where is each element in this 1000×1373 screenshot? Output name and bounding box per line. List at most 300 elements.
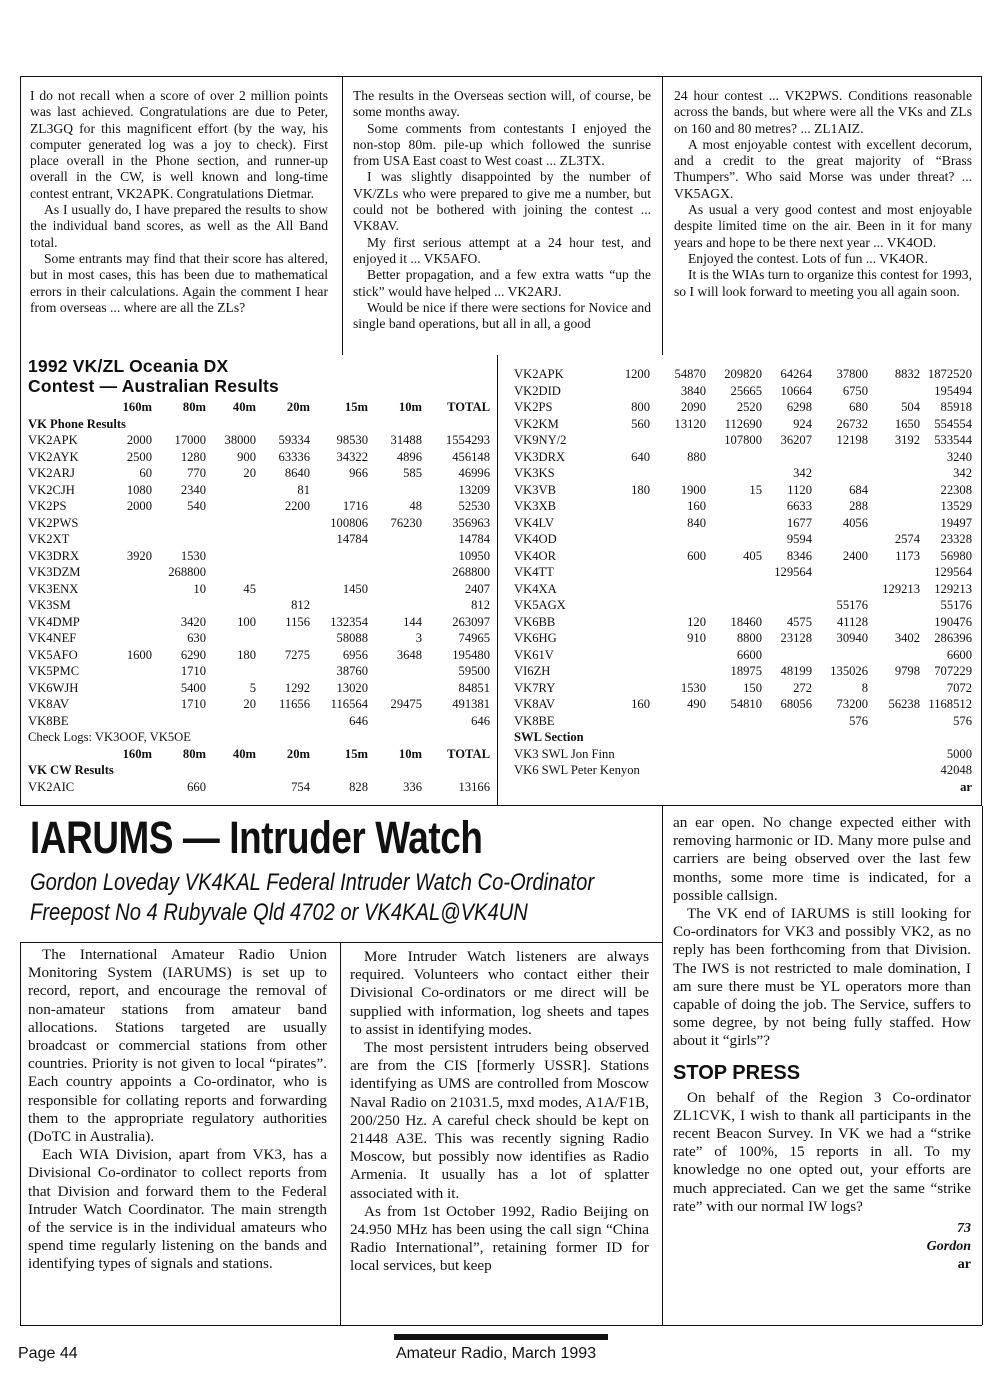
table-cell: 684 — [849, 482, 868, 497]
table-cell: VK3DZM — [28, 565, 81, 579]
table-cell: VK2AYK — [28, 449, 79, 464]
table-cell — [868, 465, 920, 482]
table-cell: 150 — [743, 680, 762, 695]
table-cell: 456148 — [452, 449, 490, 464]
table-cell — [706, 465, 762, 482]
table-cell: 4056 — [842, 515, 868, 530]
table-cell: 5400 — [180, 680, 206, 695]
table-cell: 268800 — [452, 565, 490, 579]
table-cell: VK5AFO — [28, 647, 78, 662]
table-cell: 12198 — [836, 433, 868, 447]
table-cell — [110, 614, 152, 631]
table-cell: 1120 — [787, 482, 812, 497]
table-cell: 680 — [849, 400, 868, 414]
table-row — [28, 531, 490, 548]
table-cell: VI6ZH — [514, 664, 551, 678]
table-row — [514, 663, 972, 680]
table-cell: 9798 — [894, 664, 920, 678]
table-cell: VK3KS — [514, 466, 555, 480]
table-cell — [868, 614, 920, 631]
table-cell: 74965 — [458, 631, 490, 645]
table-cell — [706, 564, 762, 581]
table-cell: 1554293 — [445, 433, 490, 447]
table-cell: 640 — [631, 449, 650, 464]
results-title-line1: 1992 VK/ZL Oceania DX — [28, 356, 229, 376]
table-cell — [650, 531, 706, 548]
table-cell: 15m — [344, 400, 368, 414]
table-cell: 26732 — [836, 416, 868, 431]
table-row — [28, 779, 490, 796]
table-cell: 1530 — [680, 680, 706, 695]
table-cell: 23128 — [780, 631, 812, 645]
table-cell: 129564 — [774, 565, 812, 579]
table-cell — [596, 498, 650, 515]
table-cell — [152, 597, 206, 614]
table-cell: 81 — [297, 482, 310, 497]
table-row — [514, 531, 972, 548]
table-cell — [706, 713, 762, 730]
table-cell: 52530 — [458, 499, 490, 513]
table-row — [514, 746, 972, 763]
table-cell — [110, 663, 152, 680]
table-cell — [256, 564, 310, 581]
table-cell: 1900 — [680, 482, 706, 497]
column-rule — [20, 942, 662, 943]
table-cell: 116564 — [330, 697, 368, 711]
table-cell — [706, 498, 762, 515]
table-cell: VK4LV — [514, 515, 555, 530]
table-rule — [497, 355, 498, 806]
table-cell: 770 — [187, 466, 206, 480]
table-cell — [812, 465, 868, 482]
article-column-3 — [673, 814, 971, 1274]
table-cell — [310, 548, 368, 565]
table-cell: 20m — [286, 746, 310, 761]
table-cell: 29475 — [390, 697, 422, 711]
table-cell — [762, 713, 812, 730]
table-cell: VK Phone Results — [28, 416, 126, 431]
table-row — [514, 762, 972, 779]
table-cell: VK61V — [514, 647, 554, 662]
table-header-row — [28, 399, 490, 416]
table-cell — [110, 531, 152, 548]
table-cell: VK4NEF — [28, 631, 77, 645]
table-cell: 3420 — [180, 614, 206, 629]
table-cell — [596, 564, 650, 581]
table-cell — [152, 713, 206, 730]
table-cell: 209820 — [724, 367, 762, 381]
table-cell: 55176 — [940, 598, 972, 612]
paragraph: 24 hour contest ... VK2PWS. Conditions reasonable across the bands, but where were all the VKs and ZLs on 160 and 80 metres? ... ZL1AIZ. — [674, 88, 972, 136]
table-cell: VK CW Results — [28, 763, 114, 777]
table-row — [514, 614, 972, 631]
article-column-1 — [28, 946, 327, 1274]
paragraph: an ear open. No change expected either with removing harmonic or ID. Many more pulse and carriers are being observed over the last few months, some more time is indicated, for a possible callsign. — [673, 814, 971, 904]
table-cell: 576 — [849, 713, 868, 728]
table-cell: 31488 — [390, 433, 422, 447]
table-cell: 1168512 — [928, 697, 972, 711]
column-rule — [662, 76, 663, 355]
table-cell: 54810 — [730, 697, 762, 711]
table-cell: 268800 — [168, 565, 206, 579]
table-cell: 6600 — [736, 647, 762, 662]
paragraph: The International Amateur Radio Union Monitoring System (IARUMS) is set up to record, report, and encourage the removal of non-amateur stations from amateur band allocations. Stations targeted are usually broadcast or commercial stations from other countries. Priority is not given to local “pirates”. Each country appoints a Co-ordinator, who is responsible for collating reports and forwarding them to the appropriate regulatory authorities (DoTC in Australia). — [28, 946, 327, 1146]
table-cell: 1292 — [284, 680, 310, 695]
table-cell: 120 — [687, 614, 706, 629]
table-cell — [706, 581, 762, 598]
table-cell: 160 — [687, 499, 706, 513]
table-cell — [596, 432, 650, 449]
table-row — [514, 647, 972, 664]
table-cell — [596, 647, 650, 664]
table-cell: 540 — [187, 499, 206, 513]
table-cell: 2200 — [284, 499, 310, 513]
table-cell — [868, 597, 920, 614]
table-row — [514, 713, 972, 730]
table-cell: 880 — [687, 449, 706, 464]
table-cell: 59500 — [458, 664, 490, 678]
table-row — [514, 515, 972, 532]
table-cell: 754 — [291, 779, 310, 794]
table-cell: 6290 — [180, 647, 206, 662]
table-cell: VK2AIC — [28, 779, 75, 794]
table-cell — [650, 663, 706, 680]
table-cell — [256, 515, 310, 532]
table-row — [514, 449, 972, 466]
table-cell: 10950 — [458, 548, 490, 563]
table-cell: 1156 — [285, 614, 310, 629]
table-cell: 1872520 — [927, 367, 972, 381]
table-cell: VK3XB — [514, 499, 556, 513]
table-cell — [206, 498, 256, 515]
table-cell: VK2APK — [28, 433, 78, 447]
table-cell: 8640 — [284, 466, 310, 480]
article-column-2 — [350, 948, 649, 1276]
table-cell: VK5PMC — [28, 664, 80, 678]
table-row — [514, 383, 972, 400]
table-cell — [650, 432, 706, 449]
table-cell: VK8AV — [514, 697, 556, 711]
table-cell — [110, 680, 152, 697]
table-cell: 40m — [232, 400, 256, 414]
paragraph: It is the WIAs turn to organize this contest for 1993, so I will look forward to meeting you all again soon. — [674, 267, 972, 299]
table-cell — [812, 531, 868, 548]
table-cell: 107800 — [724, 433, 762, 447]
table-cell: VK2PWS — [28, 515, 79, 530]
table-cell: 45 — [243, 581, 256, 596]
table-cell: 13529 — [940, 499, 972, 513]
table-cell: VK4TT — [514, 565, 554, 579]
table-cell: 2520 — [736, 400, 762, 414]
table-cell: 3402 — [894, 631, 920, 645]
table-cell: 37800 — [836, 367, 868, 381]
table-cell: 286396 — [934, 631, 972, 645]
table-row — [28, 432, 490, 449]
table-cell — [256, 630, 310, 647]
table-cell — [868, 482, 920, 499]
table-cell: 14784 — [458, 532, 490, 546]
check-logs — [28, 729, 490, 746]
table-cell: 812 — [291, 598, 310, 612]
table-cell — [110, 564, 152, 581]
table-row — [28, 515, 490, 532]
table-cell: VK2KM — [514, 416, 559, 431]
paragraph: More Intruder Watch listeners are always required. Volunteers who contact either their Divisional Co-ordinators or me direct will be supplied with information, log sheets and tapes to assist in identifying modes. — [350, 948, 649, 1038]
table-cell: VK2PS — [514, 400, 553, 414]
table-cell — [110, 779, 152, 796]
table-cell: 8800 — [736, 631, 762, 645]
table-cell — [310, 597, 368, 614]
table-cell: VK2ARJ — [28, 466, 75, 480]
table-cell: VK7RY — [514, 680, 556, 695]
table-cell — [368, 531, 422, 548]
table-cell: VK6 SWL Peter Kenyon — [514, 763, 640, 777]
signoff-73: 73 — [957, 1221, 971, 1237]
table-cell: 25665 — [730, 383, 762, 398]
table-cell: 34322 — [336, 449, 368, 464]
table-cell: 3920 — [126, 548, 152, 563]
table-cell: 8832 — [894, 367, 920, 381]
footer-rule — [394, 1334, 608, 1340]
table-cell: 2000 — [126, 433, 152, 447]
table-cell — [206, 597, 256, 614]
table-cell: 17000 — [174, 433, 206, 447]
table-row — [28, 680, 490, 697]
table-cell: 3840 — [680, 383, 706, 398]
table-cell: 1200 — [624, 367, 650, 381]
table-header-row — [28, 746, 490, 763]
table-cell — [596, 548, 650, 565]
table-cell: 4896 — [396, 449, 422, 464]
table-cell — [110, 713, 152, 730]
table-cell — [110, 630, 152, 647]
table-row — [514, 581, 972, 598]
table-cell: 195480 — [452, 647, 490, 662]
table-cell: 1280 — [180, 449, 206, 464]
table-cell: 42048 — [940, 763, 972, 777]
table-cell — [206, 779, 256, 796]
article-subtitle-1: Gordon Loveday VK4KAL Federal Intruder Watch Co-Ordinator — [30, 869, 595, 896]
table-cell: 828 — [349, 779, 368, 794]
table-cell: 3648 — [396, 647, 422, 662]
table-cell — [110, 515, 152, 532]
table-cell — [256, 531, 310, 548]
page-number: Page 44 — [18, 1345, 78, 1362]
table-cell: 20 — [243, 466, 256, 480]
table-cell — [706, 515, 762, 532]
table-cell: 646 — [471, 713, 490, 728]
table-cell: 13209 — [458, 482, 490, 497]
table-cell — [596, 581, 650, 598]
table-cell: 195494 — [934, 383, 972, 398]
paragraph: Each WIA Division, apart from VK3, has a Divisional Co-ordinator to collect reports from that Division and forward them to the Federal Intruder Watch Coordinator. The main strength of the service is in the individual amateurs who spend time regularly listening on the bands and identifying types of signals and stations. — [28, 1146, 327, 1273]
table-cell: 10664 — [780, 383, 812, 398]
table-cell: 144 — [403, 614, 422, 629]
table-cell: 48 — [409, 499, 422, 513]
table-cell: 5 — [249, 680, 256, 695]
table-cell: 22308 — [940, 482, 972, 497]
table-cell — [650, 564, 706, 581]
table-cell — [368, 581, 422, 598]
table-row — [28, 498, 490, 515]
table-cell: 1600 — [126, 647, 152, 662]
table-cell: TOTAL — [447, 400, 490, 414]
paragraph: Some comments from contestants I enjoyed the non-stop 80m. pile-up which followed the sunrise from USA East coast to West coast ... ZL3TX. — [353, 120, 651, 169]
end-mark-row — [514, 779, 972, 796]
table-cell — [368, 680, 422, 697]
section-label — [28, 762, 490, 779]
intro-column-2 — [353, 88, 651, 332]
table-cell: VK3SM — [28, 598, 71, 612]
table-cell: 18975 — [730, 664, 762, 678]
table-cell — [256, 713, 310, 730]
table-cell — [596, 663, 650, 680]
table-cell: 2000 — [126, 499, 152, 513]
table-cell: 560 — [631, 416, 650, 431]
table-cell: 84851 — [458, 680, 490, 695]
table-cell — [206, 482, 256, 499]
table-cell: 1650 — [894, 416, 920, 431]
table-cell: 600 — [687, 548, 706, 563]
table-cell: 10m — [398, 746, 422, 761]
table-cell — [206, 548, 256, 565]
table-cell — [650, 465, 706, 482]
table-cell: 56980 — [940, 548, 972, 563]
table-cell: 800 — [631, 400, 650, 414]
table-cell — [762, 449, 812, 466]
table-row — [28, 548, 490, 565]
table-cell — [868, 647, 920, 664]
paragraph: As from 1st October 1992, Radio Beijing on 24.950 MHz has been using the call sign “China Radio International”, retaining former ID for local services, but keep — [350, 1202, 649, 1275]
table-cell: 15 — [749, 482, 762, 497]
table-cell: VK8BE — [514, 713, 555, 728]
table-cell: 129213 — [882, 581, 920, 596]
table-row — [28, 713, 490, 730]
table-cell — [206, 713, 256, 730]
table-cell: 6298 — [786, 400, 812, 414]
table-cell — [368, 482, 422, 499]
table-cell — [868, 498, 920, 515]
table-cell: 504 — [901, 400, 920, 414]
table-cell — [762, 581, 812, 598]
paragraph: Some entrants may find that their score has altered, but in most cases, this has been due to mathematical errors in their calculations. Again the comment I hear from overseas ... where are all the ZLs? — [30, 250, 328, 315]
table-cell: 100806 — [330, 515, 368, 530]
column-rule — [340, 942, 341, 1325]
table-cell: 924 — [793, 416, 812, 431]
table-cell: 55176 — [836, 598, 868, 612]
table-cell: VK4OR — [514, 548, 556, 563]
table-cell: 3 — [415, 631, 422, 645]
table-cell — [868, 383, 920, 400]
table-cell: VK4OD — [514, 532, 557, 546]
table-cell: 533544 — [934, 433, 972, 447]
table-cell — [110, 597, 152, 614]
table-cell — [650, 581, 706, 598]
table-row — [28, 465, 490, 482]
table-cell: VK3 SWL Jon Finn — [514, 746, 615, 761]
table-cell: 13120 — [674, 416, 706, 431]
table-cell: 840 — [687, 515, 706, 530]
table-cell: 76230 — [390, 515, 422, 530]
table-cell: 68056 — [780, 697, 812, 711]
table-cell — [596, 614, 650, 631]
stop-press-heading: STOP PRESS — [673, 1061, 801, 1084]
table-cell — [206, 630, 256, 647]
table-cell: 10m — [398, 400, 422, 414]
table-cell: VK8AV — [28, 697, 70, 711]
table-cell: 585 — [403, 466, 422, 480]
table-cell: 129213 — [934, 581, 972, 596]
table-cell — [868, 564, 920, 581]
table-row — [514, 564, 972, 581]
table-row — [28, 696, 490, 713]
table-row — [28, 647, 490, 664]
table-row — [514, 465, 972, 482]
paragraph: Would be nice if there were sections for Novice and single band operations, but all in all, a good — [353, 299, 651, 332]
table-cell: 20 — [243, 697, 256, 711]
paragraph: As usual a very good contest and most enjoyable despite limited time on the air. Been in it for many years and hope to be there next year ... VK4OD. — [674, 202, 972, 250]
table-cell: 2340 — [180, 482, 206, 497]
table-cell: 660 — [187, 779, 206, 794]
table-cell: 59334 — [278, 433, 310, 447]
table-cell: 36207 — [780, 433, 812, 447]
table-cell — [256, 581, 310, 598]
table-cell — [152, 515, 206, 532]
paragraph: My first serious attempt at a 24 hour test, and enjoyed it ... VK5AFO. — [353, 234, 651, 266]
table-cell: 18460 — [730, 614, 762, 629]
table-cell — [28, 746, 110, 763]
table-cell: VK3DRX — [28, 548, 80, 563]
paragraph: As I usually do, I have prepared the results to show the individual band scores, as well as the All Band total. — [30, 202, 328, 250]
table-cell: 38760 — [336, 664, 368, 678]
table-cell: 15m — [344, 746, 368, 761]
table-cell: VK9NY/2 — [514, 433, 567, 447]
table-cell: 135026 — [830, 664, 868, 678]
table-cell: 41128 — [836, 614, 868, 629]
table-cell — [368, 597, 422, 614]
table-cell: 80m — [182, 400, 206, 414]
table-cell: 64264 — [780, 367, 812, 381]
table-cell: VK4DMP — [28, 614, 80, 629]
paragraph: The VK end of IARUMS is still looking for Co-ordinators for VK3 and possibly VK2, as no reply has been forthcoming from that Division. The IWS is not restricted to male domination, I am sure there must be YL operators more than capable of doing the job. The Service, suffers to some degree, by not being fully staffed. How about it “girls”? — [673, 905, 971, 1050]
table-cell — [310, 564, 368, 581]
table-cell: 160 — [631, 697, 650, 711]
table-cell: 405 — [743, 548, 762, 563]
table-cell: 910 — [687, 631, 706, 645]
table-cell — [368, 548, 422, 565]
table-cell: 30940 — [836, 631, 868, 645]
results-table-continued — [514, 366, 972, 795]
table-cell — [812, 564, 868, 581]
paragraph: Better propagation, and a few extra watts “up the stick” would have helped ... VK2ARJ. — [353, 267, 651, 299]
table-cell — [868, 680, 920, 697]
table-cell: VK5AGX — [514, 598, 566, 612]
table-cell: 490 — [687, 697, 706, 711]
table-cell — [812, 449, 868, 466]
table-cell: 23328 — [940, 532, 972, 546]
intro-column-3 — [674, 88, 972, 300]
table-cell: 100 — [237, 614, 256, 629]
table-cell: 630 — [187, 631, 206, 645]
table-cell: TOTAL — [447, 746, 490, 761]
table-cell: VK6HG — [514, 631, 557, 645]
table-cell — [650, 713, 706, 730]
table-cell — [706, 531, 762, 548]
table-cell: 336 — [403, 779, 422, 794]
table-cell: 58088 — [336, 631, 368, 645]
table-cell — [868, 713, 920, 730]
table-cell: 1710 — [180, 697, 206, 711]
